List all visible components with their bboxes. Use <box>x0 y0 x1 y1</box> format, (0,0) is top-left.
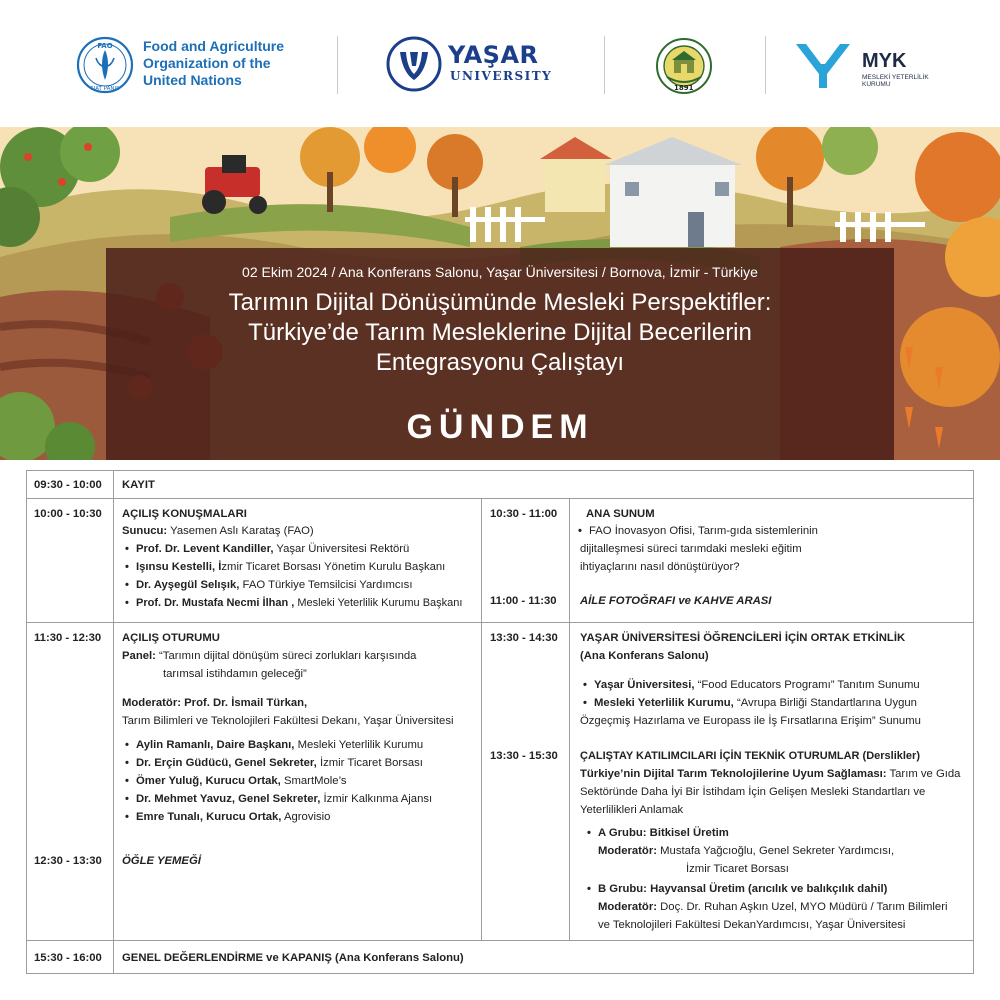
banner <box>0 127 1000 460</box>
moderator-name: Moderatör: Prof. Dr. İsmail Türkan, <box>122 697 308 709</box>
agenda-heading: GÜNDEM <box>406 408 594 446</box>
myk-emblem-icon <box>794 40 852 90</box>
panelist-item <box>136 754 423 772</box>
group-b-moderator <box>598 898 947 916</box>
speaker-name: Dr. Ayşegül Selışık, <box>136 579 240 591</box>
yasar-emblem-icon <box>386 36 442 92</box>
teknik-subtitle-bold: Türkiye’nin Dijital Tarım Teknolojilerine Uyum Sağlaması: <box>580 768 887 780</box>
ogle-yemegi-time: 12:30 - 13:30 <box>34 855 102 867</box>
aile-fotografi-time: 11:00 - 11:30 <box>490 595 557 607</box>
title-overlay <box>106 248 894 460</box>
etkinlik-item <box>594 694 917 712</box>
event-title-line: Türkiye’de Tarım Mesleklerine Dijital Becerilerin <box>248 319 752 346</box>
myk-subtitle: MESLEKİ YETERLİLİK KURUMU <box>862 74 929 88</box>
speaker-name: Prof. Dr. Mustafa Necmi İlhan , <box>136 597 295 609</box>
ana-sunum-text: dijitalleşmesi süreci tarımdaki mesleki eğitim <box>580 543 802 555</box>
presenter-line <box>122 522 314 540</box>
ana-sunum-title: ANA SUNUM <box>586 508 655 520</box>
logo-divider <box>765 36 766 94</box>
speaker-item <box>136 576 412 594</box>
speaker-role: zmir Ticaret Borsası Yönetim Kurulu Başkanı <box>221 561 446 573</box>
event-date-location: 02 Ekim 2024 / Ana Konferans Salonu, Yaşar Üniversitesi / Bornova, İzmir - Türkiye <box>242 264 758 280</box>
fao-name <box>143 38 284 89</box>
panelist-name: Aylin Ramanlı, Daire Başkanı, <box>136 739 295 751</box>
svg-text:FIAT PANIS: FIAT PANIS <box>90 86 120 92</box>
ogrenci-etkinlik-time: 13:30 - 14:30 <box>490 632 558 644</box>
panelist-role: Agrovisio <box>283 811 331 823</box>
logo-divider <box>337 36 338 94</box>
panelist-role: SmartMole’s <box>283 775 347 787</box>
ogrenci-etkinlik-subtitle: (Ana Konferans Salonu) <box>580 650 709 662</box>
panelist-role: İzmir Kalkınma Ajansı <box>323 793 433 805</box>
kapanis-time: 15:30 - 16:00 <box>34 952 102 964</box>
moderator-label: Moderatör: <box>598 901 657 913</box>
logo-divider <box>604 36 605 94</box>
event-title-line: Tarımın Dijital Dönüşümünde Mesleki Perspektifler: <box>228 289 772 316</box>
agenda-table <box>26 470 974 974</box>
panel-topic: “Tarımın dijital dönüşüm süreci zorlukları karşısında <box>159 650 417 662</box>
fao-emblem-icon <box>76 36 134 94</box>
moderator-name: Doç. Dr. Ruhan Aşkın Uzel, MYO Müdürü / Tarım Bilimleri <box>660 901 948 913</box>
moderator-label: Moderatör: <box>598 845 657 857</box>
ogle-yemegi-title: ÖĞLE YEMEĞİ <box>122 855 201 867</box>
panelist-item <box>136 736 423 754</box>
kapanis-title: GENEL DEĞERLENDİRME ve KAPANIŞ (Ana Konferans Salonu) <box>122 952 464 964</box>
speaker-role: Yaşar Üniversitesi Rektörü <box>276 543 410 555</box>
time-cell <box>481 622 570 941</box>
speaker-role: Mesleki Yeterlilik Kurumu Başkanı <box>297 597 463 609</box>
panel-topic: tarımsal istihdamın geleceği” <box>163 668 307 680</box>
group-a-title: • A Grubu: Bitkisel Üretim <box>598 824 729 842</box>
moderator-name: Mustafa Yağcıoğlu, Genel Sekreter Yardımcısı, <box>660 845 895 857</box>
itb-year: 1891 <box>674 84 694 92</box>
etkinlik-org: Yaşar Üniversitesi, <box>594 679 695 691</box>
teknik-subtitle-rest: Tarım ve Gıda <box>889 768 961 780</box>
etkinlik-item <box>594 676 920 694</box>
etkinlik-text: “Avrupa Birliği Standartlarına Uygun <box>736 697 917 709</box>
ana-sunum-text: ihtiyaçlarını nasıl dönüştürüyor? <box>580 561 740 573</box>
ana-sunum-text: • FAO İnovasyon Ofisi, Tarım-gıda sistemlerinin <box>589 522 818 540</box>
fao-name-line: Food and Agriculture <box>143 38 285 54</box>
panelist-role: Mesleki Yeterlilik Kurumu <box>297 739 424 751</box>
yasar-name: YAŞAR <box>448 41 539 69</box>
fao-name-line: Organization of the <box>143 55 271 71</box>
fao-name-line: United Nations <box>143 72 242 88</box>
panelist-name: Ömer Yuluğ, Kurucu Ortak, <box>136 775 281 787</box>
panelist-role: İzmir Ticaret Borsası <box>319 757 423 769</box>
speaker-role: FAO Türkiye Temsilcisi Yardımcısı <box>242 579 413 591</box>
acilis-oturumu-time: 11:30 - 12:30 <box>34 632 102 644</box>
speaker-name: Işınsu Kestelli, İ <box>136 561 222 573</box>
teknik-oturumlar-title: ÇALIŞTAY KATILIMCILARI İÇİN TEKNİK OTURUMLAR (Derslikler) <box>580 750 920 762</box>
panelist-name: Dr. Mehmet Yavuz, Genel Sekreter, <box>136 793 321 805</box>
panelist-name: Emre Tunalı, Kurucu Ortak, <box>136 811 282 823</box>
etkinlik-text: “Food Educators Programı” Tanıtım Sunumu <box>697 679 920 691</box>
yasar-subtitle: UNIVERSITY <box>450 69 553 83</box>
panelist-name: Dr. Erçin Güdücü, Genel Sekreter, <box>136 757 317 769</box>
presenter-name: Yasemen Aslı Karataş (FAO) <box>170 525 314 537</box>
svg-text:FAO: FAO <box>97 42 113 50</box>
panel-line <box>122 647 416 665</box>
teknik-subtitle <box>580 765 960 783</box>
panelist-item <box>136 772 347 790</box>
ogrenci-etkinlik-title: YAŞAR ÜNİVERSİTESİ ÖĞRENCİLERİ İÇİN ORTAK ETKİNLİK <box>580 632 906 644</box>
speaker-item <box>136 540 409 558</box>
teknik-oturumlar-time: 13:30 - 15:30 <box>490 750 558 762</box>
speaker-item <box>136 558 445 576</box>
kayit-time: 09:30 - 10:00 <box>34 479 102 491</box>
panel-label: Panel: <box>122 650 156 662</box>
acilis-konusmalari-title: AÇILIŞ KONUŞMALARI <box>122 508 247 520</box>
event-title <box>106 288 894 378</box>
aile-fotografi-title: AİLE FOTOĞRAFI ve KAHVE ARASI <box>580 595 772 607</box>
ana-sunum-time: 10:30 - 11:00 <box>490 508 558 520</box>
etkinlik-org: Mesleki Yeterlilik Kurumu, <box>594 697 734 709</box>
speaker-name: Prof. Dr. Levent Kandiller, <box>136 543 274 555</box>
moderator-org: ve Teknolojileri Fakültesi DekanYardımcısı, Yaşar Üniversitesi <box>598 919 906 931</box>
session-cell <box>113 470 974 499</box>
logo-header <box>0 0 1000 127</box>
kayit-title: KAYIT <box>122 479 155 491</box>
speaker-item <box>136 594 462 612</box>
presenter-label: Sunucu: <box>122 525 168 537</box>
acilis-oturumu-title: AÇILIŞ OTURUMU <box>122 632 220 644</box>
panelist-item <box>136 808 330 826</box>
time-cell <box>26 622 114 941</box>
event-title-line: Entegrasyonu Çalıştayı <box>375 349 625 376</box>
moderator-org: İzmir Ticaret Borsası <box>686 863 789 875</box>
teknik-desc: Yeterlilikleri Anlamak <box>580 804 684 816</box>
group-a-moderator <box>598 842 894 860</box>
etkinlik-text: Özgeçmiş Hazırlama ve Europass ile İş Fırsatlarına Erişim” Sunumu <box>580 715 921 727</box>
acilis-konusmalari-time: 10:00 - 10:30 <box>34 508 102 520</box>
teknik-desc: Sektöründe Daha İyi Bir İstihdam İçin Gelişen Mesleki Standartları ve <box>580 786 926 798</box>
moderator-role: Tarım Bilimleri ve Teknolojileri Fakültesi Dekanı, Yaşar Üniversitesi <box>122 715 454 727</box>
panelist-item <box>136 790 432 808</box>
myk-name: MYK <box>862 50 907 72</box>
group-b-title: • B Grubu: Hayvansal Üretim (arıcılık ve balıkçılık dahil) <box>598 880 887 898</box>
